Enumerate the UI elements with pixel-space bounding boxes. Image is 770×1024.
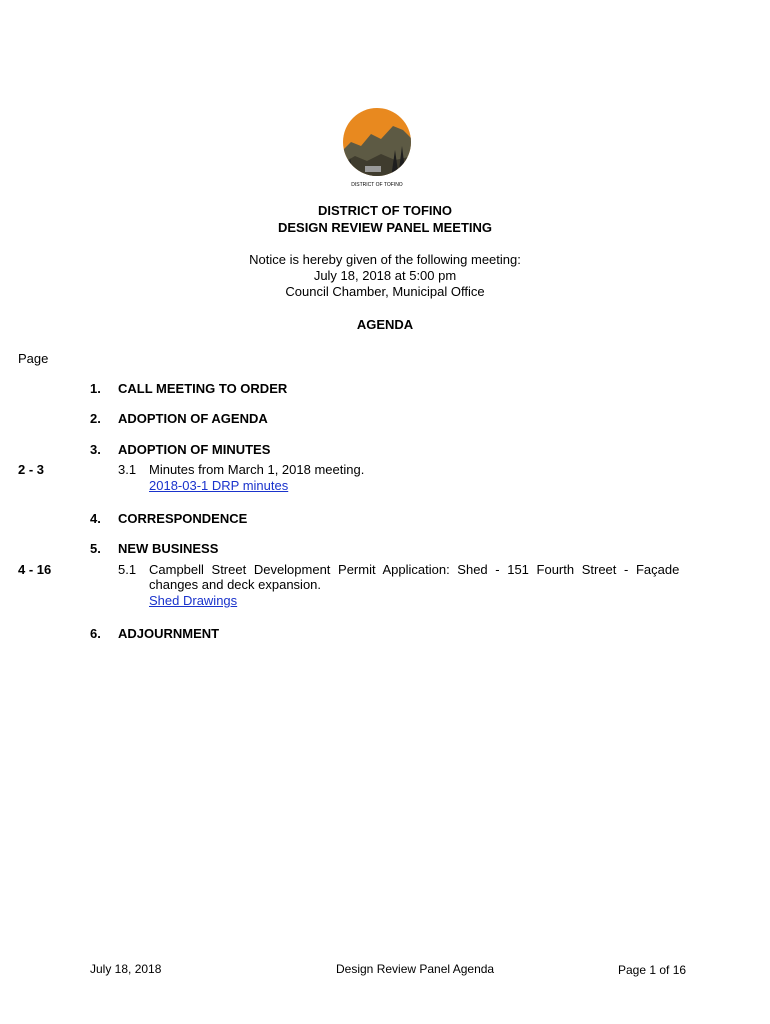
meeting-date-time: July 18, 2018 at 5:00 pm bbox=[313, 268, 457, 283]
sub-item-text-continued: changes and deck expansion. bbox=[149, 577, 322, 592]
agenda-item-number: 5. bbox=[90, 541, 101, 556]
organization-name: DISTRICT OF TOFINO bbox=[317, 203, 453, 218]
agenda-item-title: CORRESPONDENCE bbox=[118, 511, 248, 526]
footer-date: July 18, 2018 bbox=[90, 962, 162, 976]
sub-item-text: Campbell Street Development Permit Application: Shed - 151 Fourth Street - Façade bbox=[149, 562, 680, 577]
agenda-item-title: ADOPTION OF MINUTES bbox=[118, 442, 271, 457]
minutes-document-link[interactable]: 2018-03-1 DRP minutes bbox=[149, 478, 289, 493]
svg-text:DISTRICT OF TOFINO: DISTRICT OF TOFINO bbox=[351, 182, 403, 188]
agenda-item-number: 2. bbox=[90, 411, 101, 426]
agenda-title: AGENDA bbox=[356, 317, 414, 332]
agenda-item-title: ADOPTION OF AGENDA bbox=[118, 411, 268, 426]
sub-item-text: Minutes from March 1, 2018 meeting. bbox=[149, 462, 365, 477]
sub-item-number: 3.1 bbox=[118, 462, 137, 477]
page-column-label: Page bbox=[18, 351, 49, 366]
meeting-location: Council Chamber, Municipal Office bbox=[285, 284, 485, 299]
agenda-item-title: ADJOURNMENT bbox=[118, 626, 220, 641]
agenda-item-number: 4. bbox=[90, 511, 101, 526]
agenda-item-title: NEW BUSINESS bbox=[118, 541, 219, 556]
shed-drawings-link[interactable]: Shed Drawings bbox=[149, 593, 238, 608]
footer-page-number: Page 1 of 16 bbox=[618, 963, 687, 977]
agenda-item-number: 1. bbox=[90, 381, 101, 396]
agenda-item-number: 3. bbox=[90, 442, 101, 457]
agenda-item-title: CALL MEETING TO ORDER bbox=[118, 381, 288, 396]
notice-text: Notice is hereby given of the following meeting: bbox=[249, 252, 521, 267]
footer-title: Design Review Panel Agenda bbox=[336, 962, 495, 976]
meeting-title: DESIGN REVIEW PANEL MEETING bbox=[277, 220, 493, 235]
page-range: 2 - 3 bbox=[18, 462, 45, 477]
agenda-item-number: 6. bbox=[90, 626, 101, 641]
sub-item-number: 5.1 bbox=[118, 562, 137, 577]
district-logo bbox=[341, 106, 413, 190]
page-range: 4 - 16 bbox=[18, 562, 52, 577]
mountain-sun-logo-icon bbox=[341, 106, 413, 190]
